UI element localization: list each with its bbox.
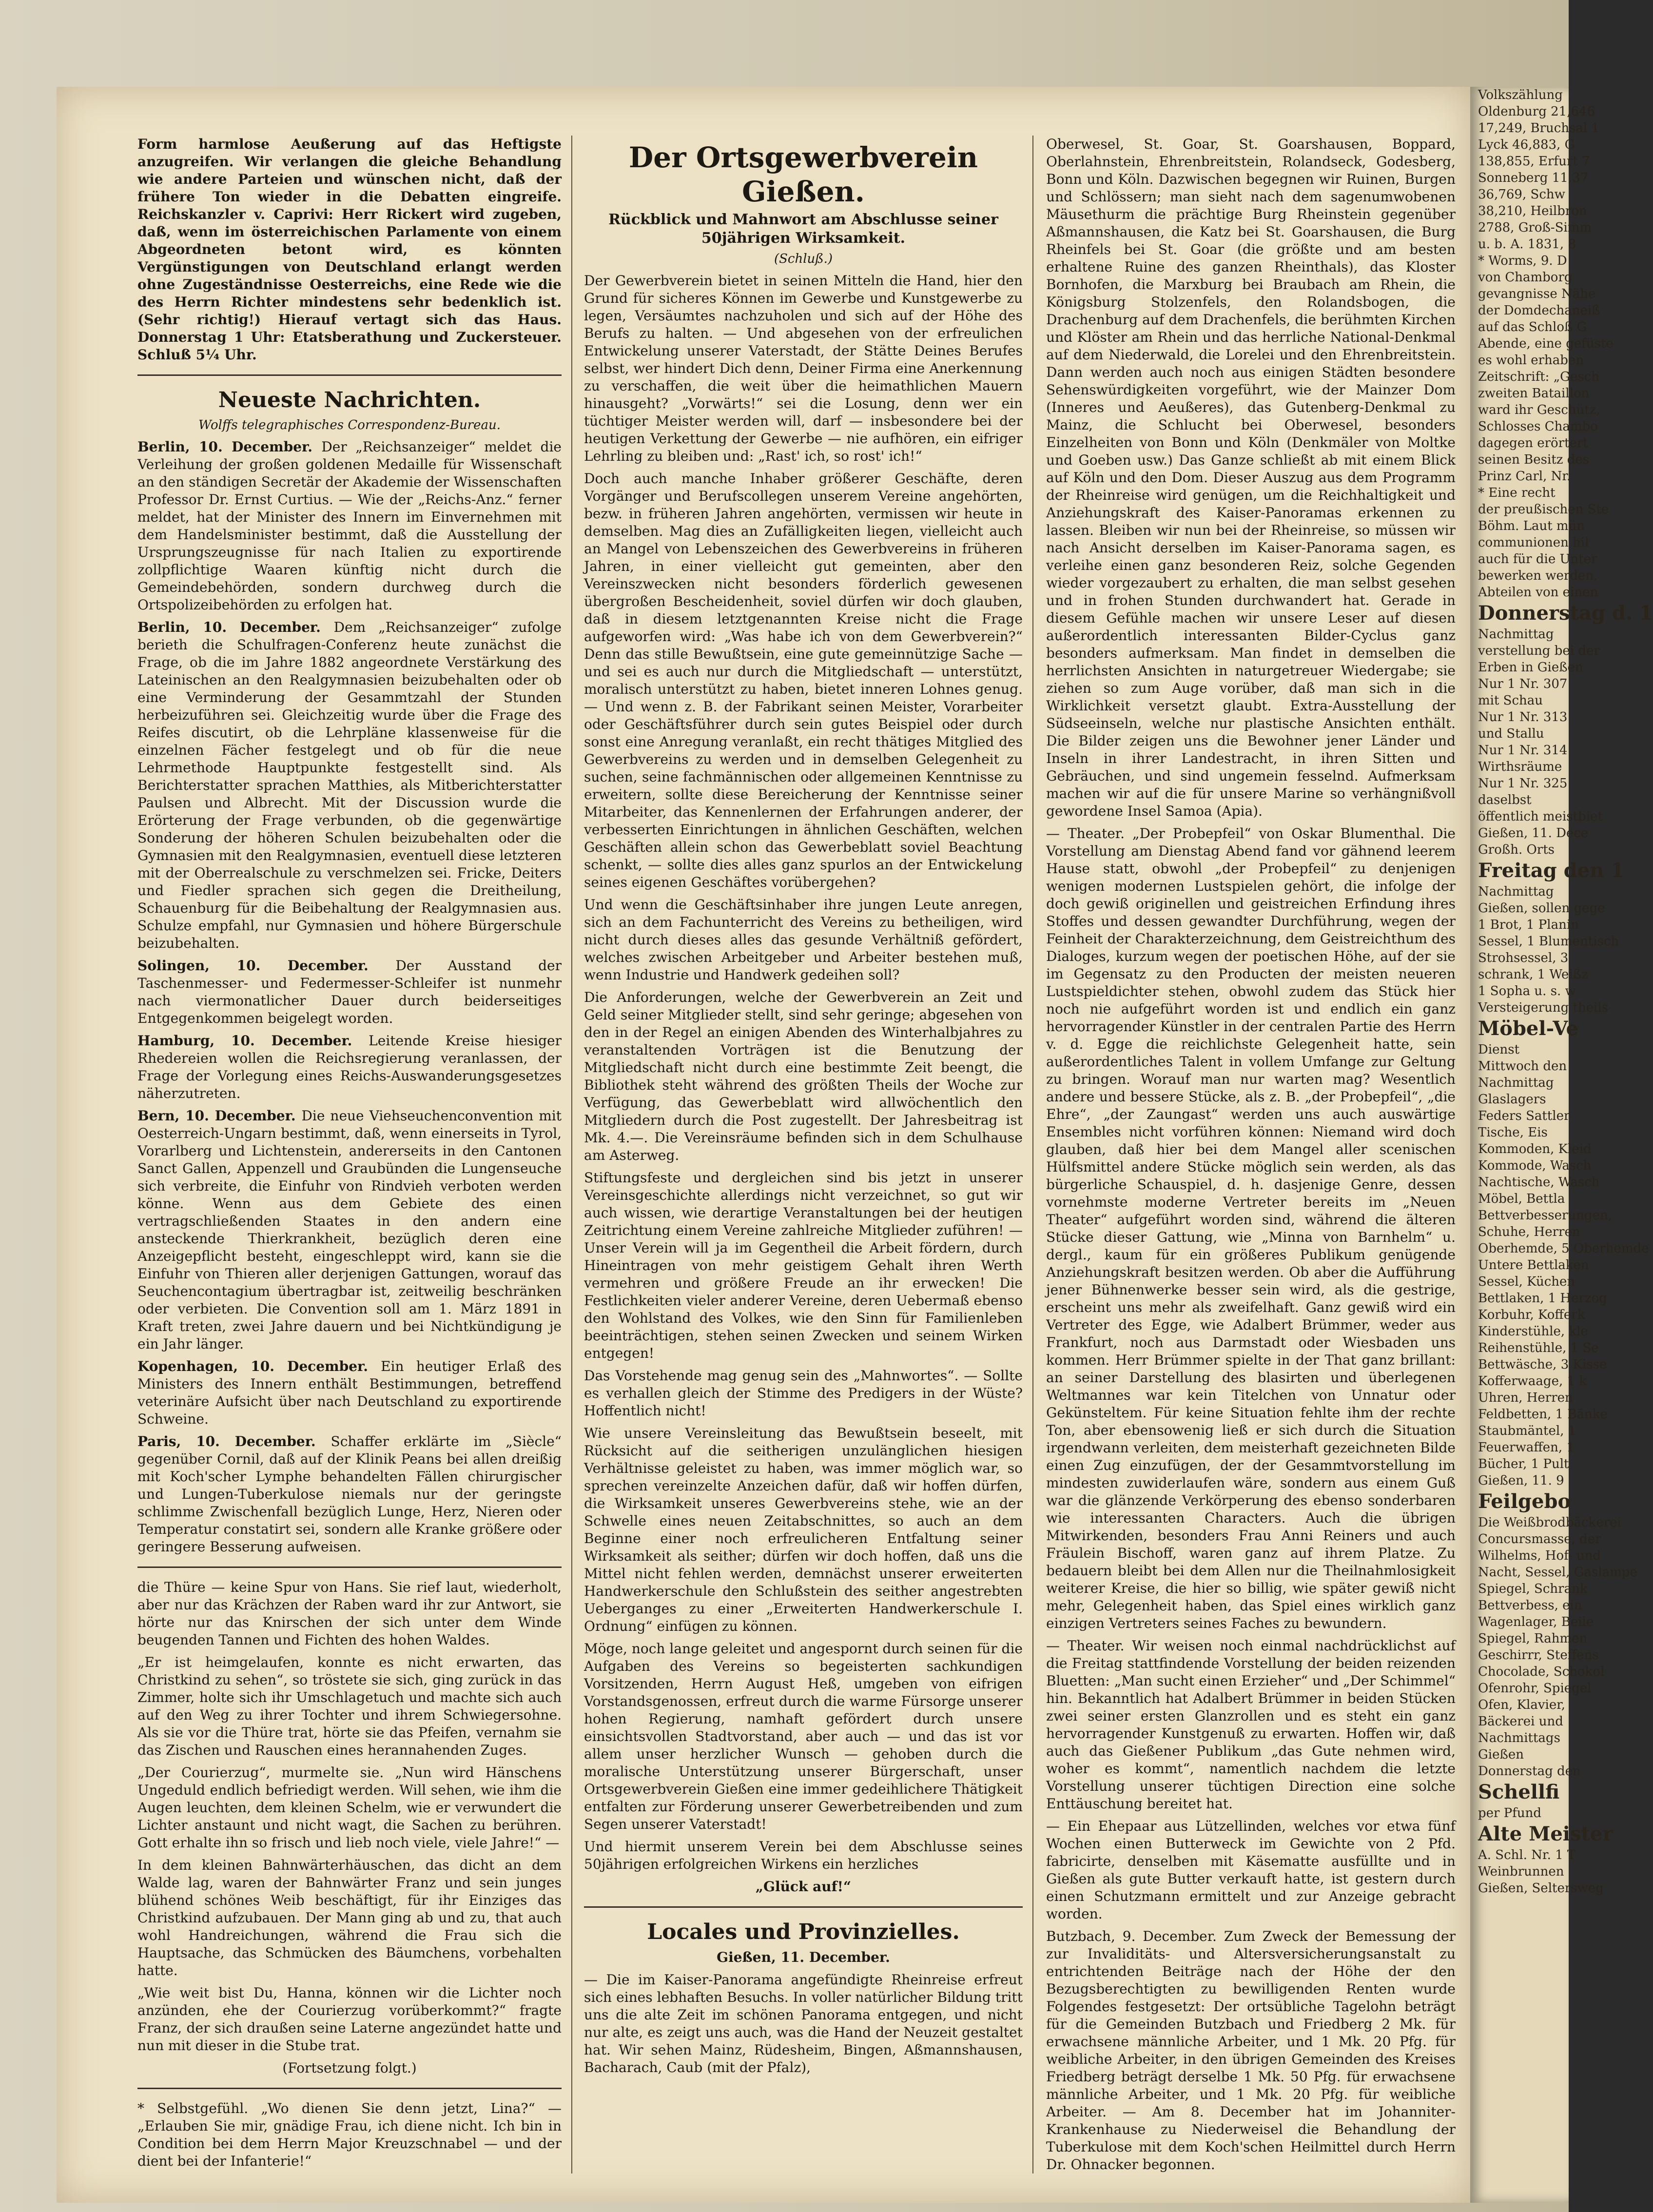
feuilleton-paragraph: die Thüre — keine Spur von Hans. Sie rief laut, wiederholt, aber nur das Krächzen der Raben ward ihr zur Antwort, sie hörte nur das Knirschen der sich unter dem Winde beugenden Tannen und Fichten des hohen Waldes. [137, 1579, 562, 1648]
local-news-item: Oberwesel, St. Goar, St. Goarshausen, Boppard, Oberlahnstein, Ehrenbreitstein, Rolandseck, Godesberg, Bonn und Köln. Dazwischen begegnen wir Ruinen, Burgen und Schlössern; man sieht nach dem sagenumwobenen Mäusethurm die prächtige Burg Rheinstein gegenüber Aßmannshausen, die Katz bei St. Goarshausen, die Burg Rheinfels bei St. Goar (die größte und am besten erhaltene Ruine des ganzen Rheinthals), das Kloster Bornhofen, die Marxburg bei Braubach am Rhein, die Königsburg Stolzenfels, den Rolandsbogen, die Drachenburg auf dem Drachenfels, die berühmten Kirchen und Klöster am Rhein und das herrliche National-Denkmal auf dem Niederwald, die Lorelei und den Ehrenbreitstein. Dann werden auch noch aus einigen Städten besondere Sehenswürdigkeiten vorgeführt, wie der Mainzer Dom (Inneres und Aeußeres), das Gutenberg-Denkmal zu Mainz, die Schlucht bei Oberwesel, besonders Einzelheiten von Bonn und Köln (Denkmäler von Moltke und Goeben usw.) Das Ganze schließt ab mit einem Blick auf Köln und den Dom. Dieser Auszug aus dem Programm der Rheinreise wird genügen, um die Reichhaltigkeit und Anziehungskraft des Kaiser-Panoramas erkennen zu lassen. Bleiben wir nun bei der Rheinreise, so müssen wir nach Ansicht derselben im Kaiser-Panorama sagen, es verleihe einen ganz besonderen Reiz, solche Gegenden wieder vorgezaubert zu erhalten, die man selbst gesehen und in frohen Stunden durchwandert hat. Gerade in diesem Gefühle machen wir unsere Leser auf diesen außerordentlich interessanten Bilder-Cyclus ganz besonders aufmerksam. Man findet in demselben die herrlichsten Ansichten in naturgetreuer Wiedergabe; sie ziehen so zum Auge vorüber, daß man sich in die Wirklichkeit versetzt glaubt. Extra-Ausstellung der Südseeinseln, welche nur plastische Ansichten enthält. Die Bilder zeigen uns die Bewohner jener Länder und Inseln in ihrer Landestracht, in ihren Sitten und Gebräuchen, und sind ungemein fesselnd. Aufmerksam machen wir auf die für unsere Marine so verhängnißvoll gewordene Insel Samoa (Apia). [1046, 136, 1456, 819]
adjacent-page-edge [1470, 87, 1653, 2203]
article-paragraph: Der Gewerbverein bietet in seinen Mitteln die Hand, hier den Grund für sicheres Können im Gewerbe und Kunstgewerbe zu legen, Versäumtes nachzuholen und sich auf der Höhe des Berufs zu halten. — Und abgesehen von der erfreulichen Entwickelung unserer Vaterstadt, der Stätte Deines Berufes selbst, wer hindert Dich denn, Deiner Firma eine Anerkennung zu verschaffen, die weit über die heimathlichen Mauern hinausgeht? „Vorwärts!“ sei die Losung, denn wer ein tüchtiger Meister werden will, darf — insbesondere bei der heutigen Verkettung der Gewerbe — nie aufhören, ein eifriger Lehrling zu bleiben und: „Rast' ich, so rost' ich!“ [584, 273, 1023, 464]
adjacent-page-line: Nur 1 Nr. 314 [1478, 743, 1568, 758]
adjacent-page-line: Glaslagers [1478, 1092, 1546, 1107]
adjacent-page-line: Lyck 46,883, G [1478, 137, 1575, 152]
news-item [137, 1358, 562, 1428]
article-paragraph: Möge, noch lange geleitet und angespornt durch seinen für die Aufgaben des Vereins so begeisterten sachkundigen Vorsitzenden, Herrn August Heß, umgeben von eifrigen Vorstandsgenossen, erfreut durch die warme Fürsorge unserer hohen Regierung, namhaft gefördert durch unsere einsichtsvollen Stadtvorstand, aber auch — und das ist vor allem unser herzlicher Wunsch — gehoben durch die moralische Unterstützung unserer Bürgerschaft, unser Ortsgewerbverein Gießen eine immer gedeihlichere Thätigkeit entfalten zur Förderung unserer Gewerbetreibenden und zum Segen unserer Vaterstadt! [584, 1641, 1023, 1832]
column-left [137, 136, 562, 2175]
adjacent-page-line: Freitag den 1 [1478, 859, 1624, 882]
adjacent-page-line: Nachtische, Wasch [1478, 1175, 1600, 1190]
adjacent-page-line: Mittwoch den [1478, 1059, 1567, 1074]
article-paragraph: Wie unsere Vereinsleitung das Bewußtsein beseelt, mit Rücksicht auf die seitherigen unzulänglichen hiesigen Verhältnisse geleistet zu haben, was immer möglich war, so sprechen vereinzelte Anzeichen dafür, daß wir hoffen dürfen, die Wirksamkeit unseres Gewerbvereins stehe, wie an der Schwelle eines neuen Zeitabschnittes, so auch an dem Beginne einer noch erfreulicheren Entfaltung seiner Wirksamkeit als seither; dürfen wir doch hoffen, daß uns die Mittel nicht fehlen werden, demnächst unserer erweiterten Handwerkerschule den Schlußstein des seither angestrebten Ueberganges zu einer „Erweiterten Handwerkerschule I. Ordnung“ einfügen zu können. [584, 1425, 1023, 1634]
adjacent-page-line: bewerken werden, [1478, 568, 1598, 583]
adjacent-page-line: Tische, Eis [1478, 1125, 1548, 1140]
article-continuation: (Schluß.) [774, 252, 833, 266]
news-text: Der Ausstand der Taschenmesser- und Federmesser-Schleifer ist nunmehr nach viermonatlicher Dauer durch beiderseitiges Entgegenkommen beigelegt worden. [137, 958, 562, 1026]
adjacent-page-line: Schellfi [1478, 1781, 1560, 1803]
newspaper-page [57, 87, 1470, 2203]
adjacent-page-line: Bettverbess, ein [1478, 1598, 1582, 1613]
column-right [1046, 136, 1456, 2178]
article-paragraph: Die Anforderungen, welche der Gewerbverein an Zeit und Geld seiner Mitglieder stellt, sind sehr geringe; abgesehen von den in der Regel an einigen Abenden des Winterhalbjahres zu veranstaltenden Vorträgen ist die Benutzung der Mitgliedschaft nicht durch eine bestimmte Zeit beengt, die Bibliothek steht während des größten Theils der Woche zur Verfügung, das Gewerbeblatt wird allwöchentlich den Mitgliedern durch die Post zugestellt. Der Jahresbeitrag ist Mk. 4.—. Die Vereinsräume befinden sich in dem Schulhause am Asterweg. [584, 989, 1023, 1163]
adjacent-page-line: verstellung bei der [1478, 644, 1600, 658]
adjacent-page-line: von Chamborg [1478, 270, 1573, 285]
adjacent-page-line: 1 Brot, 1 Planin [1478, 918, 1579, 932]
news-heading: Neueste Nachrichten. [218, 388, 481, 412]
adjacent-page-line: Nacht, Sessel, Gaslampe [1478, 1565, 1637, 1580]
adjacent-page-line: * Worms, 9. D [1478, 254, 1567, 268]
adjacent-page-line: Abteilen von einen [1478, 585, 1598, 600]
adjacent-page-line: Bettverbesserungen, [1478, 1208, 1612, 1223]
news-text: Der „Reichsanzeiger“ meldet die Verleihung der großen goldenen Medaille für Wissenschaft an den ständigen Secretär der Akademie der Wissenschaften Professor Dr. Ernst Curtius. — Wie der „Reichs-Anz.“ ferner meldet, hat der Minister des Innern im Einvernehmen mit dem Handelsminister bestimmt, daß die Ausstellung der Ursprungszeugnisse für nach Italien zu exportirende zollpflichtige Waaren künftig nicht durch die Gemeindebehörden, sondern durchweg durch die Ortspolizeibehörden zu erfolgen hat. [137, 439, 562, 613]
adjacent-page-line: Alte Meister [1478, 1822, 1613, 1845]
adjacent-page-line: Schuhe, Herren [1478, 1225, 1580, 1239]
adjacent-page-line: Oldenburg 21,646 [1478, 104, 1595, 119]
feuilleton-story [137, 1579, 562, 2077]
adjacent-page-line: Erben in Gießen [1478, 660, 1583, 675]
adjacent-page-line: mit Schau [1478, 693, 1543, 708]
adjacent-page-line: Oberhemde, 5 Oberhemde [1478, 1241, 1649, 1256]
adjacent-page-line: 17,249, Bruchsal 1 [1478, 121, 1600, 136]
adjacent-page-line: Nachmittag [1478, 1076, 1554, 1090]
adjacent-page-line: Böhm. Laut mün [1478, 519, 1585, 533]
adjacent-page-line: auf das Schloß G [1478, 320, 1587, 334]
adjacent-page-line: ward ihr Geschütz, [1478, 403, 1600, 417]
adjacent-page-text [1470, 87, 1653, 1897]
adjacent-page-line: Großh. Orts [1478, 842, 1555, 857]
adjacent-page-line: Wagenlager, Beile [1478, 1615, 1594, 1629]
adjacent-page-line: Feders Sattler [1478, 1109, 1570, 1123]
news-item [137, 1032, 562, 1102]
local-news-item: Butzbach, 9. December. Zum Zweck der Bemessung der zur Invaliditäts- und Altersversicherungsanstalt zu entrichtenden Beiträge nach der Höhe der den Bezugsberechtigten zu bewilligenden Renten wurde Folgendes festgesetzt: Der ortsübliche Tagelohn beträgt für die Gemeinden Butzbach und Friedberg 2 Mk. für erwachsene männliche Arbeiter, und 1 Mk. 20 Pfg. für weibliche Arbeiter, in den übrigen Gemeinden des Kreises Friedberg beträgt derselbe 1 Mk. 50 Pfg. für erwachsene männliche Arbeiter, und 1 Mk. 20 Pfg. für weibliche Arbeiter. — Am 8. December hat im Johanniter-Krankenhause zu Niederweisel die Behandlung der Tuberkulose mit dem Koch'schen Heilmittel durch Herrn Dr. Ohnacker begonnen. [1046, 1928, 1456, 2173]
adjacent-page-line: seinen Besitz des [1478, 452, 1590, 467]
adjacent-page-line: Gießen, 11. Dece [1478, 826, 1589, 841]
adjacent-page-line: Feuerwaffen, 1 [1478, 1440, 1575, 1455]
adjacent-page-line: Reihenstühle, 1 Se [1478, 1341, 1599, 1355]
adjacent-page-line: Concursmasse, der [1478, 1532, 1601, 1546]
adjacent-page-line: Nur 1 Nr. 307 [1478, 677, 1568, 691]
article-title: Der Ortsgewerbverein Gießen. [628, 141, 978, 208]
local-news-continued [1046, 136, 1456, 2173]
adjacent-page-line: A. Schl. Nr. 1 T [1478, 1848, 1576, 1862]
adjacent-page-line: Strohsessel, 3 [1478, 951, 1569, 965]
adjacent-page-line: Donnerstag den [1478, 1764, 1581, 1779]
feuilleton-paragraph: „Der Courierzug“, murmelte sie. „Nun wird Hänschens Ungeduld endlich befriedigt werden. Will sehen, wie ihm die Augen leuchten, dem kleinen Schelm, wie er verwundert die Lichter anstaunt und nicht wagt, die Sachen zu berühren. Gott erhalte ihn so frisch und lieb noch viele, viele Jahre!“ — [137, 1764, 562, 1851]
adjacent-page-line: Gießen [1478, 1747, 1524, 1762]
feuilleton-paragraph: „Er ist heimgelaufen, konnte es nicht erwarten, das Christkind zu sehen“, so tröstete sie sich, ging zurück in das Zimmer, holte sich ihr Umschlagetuch und machte sich auch auf den Weg zu ihrer Tochter und ihrem Schwiegersohne. Als sie vor die Thüre trat, hörte sie das Pfeifen, vernahm sie das Zischen und Rauschen eines herannahenden Zuges. [137, 1654, 562, 1758]
news-dateline: Solingen, 10. December. [137, 958, 396, 974]
adjacent-page-line: Staubmäntel, 1 [1478, 1424, 1576, 1438]
adjacent-page-line: per Pfund [1478, 1806, 1541, 1820]
adjacent-page-line: daselbst [1478, 793, 1532, 807]
section-divider [137, 374, 562, 376]
adjacent-page-line: Geschirrr, Steffens [1478, 1648, 1599, 1663]
adjacent-page-line: * Eine recht [1478, 486, 1556, 500]
adjacent-page-line: Nachmittags [1478, 1731, 1560, 1745]
adjacent-page-line: Versteigerung theils [1478, 1000, 1609, 1015]
adjacent-page-line: Korbuhr, Kofferk [1478, 1308, 1585, 1322]
adjacent-page-line: Nachmittag [1478, 627, 1554, 642]
news-source: Wolffs telegraphisches Correspondenz-Bureau. [198, 418, 501, 432]
adjacent-page-line: Die Weißbrodbäckerei [1478, 1515, 1621, 1530]
adjacent-page-line: u. b. A. 1831, 8 [1478, 237, 1576, 252]
adjacent-page-line: Möbel, Bettla [1478, 1192, 1565, 1206]
adjacent-page-line: Nachmittag [1478, 884, 1554, 899]
feuilleton-divider [137, 1566, 562, 1568]
adjacent-page-line: Bettlaken, 1 Herzog [1478, 1291, 1607, 1306]
adjacent-page-line: Sonneberg 11,37 [1478, 171, 1589, 185]
adjacent-page-line: Dienst [1478, 1042, 1520, 1057]
news-item [137, 1107, 562, 1353]
news-text: Ein heutiger Erlaß des Ministers des Innern enthält Bestimmungen, betreffend veterinäre Aufsicht über nach Deutschland zu exportirende Schweine. [137, 1358, 562, 1427]
adjacent-page-line: Bettwäsche, 3 Kisse [1478, 1357, 1607, 1372]
adjacent-page-line: Kofferwaage, 1 k [1478, 1374, 1587, 1389]
column-rule-left [571, 136, 572, 2173]
column-rule-right [1032, 136, 1033, 2173]
adjacent-page-line: Feilgebo [1478, 1490, 1571, 1513]
adjacent-page-line: Spiegel, Rahmen [1478, 1631, 1588, 1646]
article-closing: „Glück auf!“ [755, 1879, 852, 1895]
adjacent-page-line: Nur 1 Nr. 313 [1478, 710, 1568, 724]
local-text: — Die im Kaiser-Panorama angefündigte Rheinreise erfreut sich eines lebhaften Besuchs. In voller natürlicher Bildung tritt uns die alte Zeit im schönen Panorama entgegen, und nicht nur alte, es zeigt uns auch, was die Hand der Neuzeit gestaltet hat. Wir sehen Mainz, Rüdesheim, Bingen, Aßmannshausen, Bacharach, Caub (mit der Pfalz), [584, 1972, 1023, 2075]
adjacent-page-line: Ofenrohr, Spiegel [1478, 1681, 1592, 1696]
adjacent-page-line: der Domdechaneiß [1478, 303, 1600, 318]
article-body [584, 272, 1023, 1896]
adjacent-page-line: Möbel-Ve [1478, 1017, 1579, 1040]
adjacent-page-line: Gießen, sollen gege [1478, 901, 1605, 916]
adjacent-page-line: Feldbetten, 1 Bänke [1478, 1407, 1608, 1422]
adjacent-page-line: Wirthsräume [1478, 760, 1562, 774]
news-dateline: Bern, 10. December. [137, 1108, 302, 1124]
local-news-item: — Theater. Wir weisen noch einmal nachdrücklichst auf die Freitag stattfindende Vorstellung der beiden reizenden Bluetten: „Man sucht einen Erzieher“ und „Der Schimmel“ hin. Bekanntlich hat Adalbert Brümmer in beiden Stücken zwei seiner ersten Glanzrollen und es steht ein ganz hervorragender Kunstgenuß zu erwarten. Hoffen wir, daß auch das Gießener Publikum „das Gute nehmen wird, woher es kommt“, namentlich nachdem die letzte Vorstellung unserer tüchtigen Direction eine solche Enttäuschung bereitet hat. [1046, 1638, 1456, 1812]
adjacent-page-line: 138,855, Erfurt 7 [1478, 154, 1590, 169]
adjacent-page-line: Spiegel, Schrank [1478, 1582, 1588, 1596]
article-deck: Rückblick und Mahnwort am Abschlusse seiner 50jährigen Wirksamkeit. [608, 211, 998, 247]
adjacent-page-line: gevangnisse Nähe [1478, 287, 1596, 301]
local-dateline: Gießen, 11. December. [717, 1949, 890, 1965]
joke-divider [137, 2088, 562, 2089]
adjacent-page-line: Wilhelms, Hof- und [1478, 1548, 1601, 1563]
adjacent-page-line: schrank, 1 Weißz [1478, 967, 1588, 982]
article-paragraph: Stiftungsfeste und dergleichen sind bis jetzt in unserer Vereinsgeschichte allerdings nicht verzeichnet, so gut wir auch wissen, wie derartige Veranstaltungen bei der heutigen Zeitrichtung einem Vereine zahlreiche Mitglieder zuführen! — Unser Verein will ja im Gegentheil die Arbeit fördern, durch Hineintragen von mehr geistigem Gehalt ihren Werth vermehren und größere Freude an ihr erwecken! Die Festlichkeiten vieler anderer Vereine, deren Uebermaß ebenso den Wohlstand des Volkes, wie den Sinn für Familienleben beeinträchtigen, stehen seinen Zwecken und seinem Wirken entgegen! [584, 1170, 1023, 1361]
column-middle [584, 136, 1023, 2081]
adjacent-page-line: 1 Sopha u. s. w [1478, 984, 1576, 998]
article-paragraph: Und wenn die Geschäftsinhaber ihre jungen Leute anregen, sich an dem Fachunterricht des Vereins zu betheiligen, wird nicht durch dieses alles das gesunde Verhältniß gefördert, welches zwischen Arbeitgeber und Arbeiter bestehen muß, wenn Industrie und Handwerk gedeihen soll? [584, 897, 1023, 983]
adjacent-page-line: Sessel, Küchen [1478, 1274, 1575, 1289]
news-text: Schaffer erklärte im „Siècle“ gegenüber Cornil, daß auf der Klinik Peans bei allen dreißig mit Koch'scher Lymphe behandelten Fällen chirurgischer und Lungen-Tuberkulose niemals nur der geringste schlimme Zwischenfall bezüglich Lunge, Herz, Nieren oder Temperatur constatirt sei, sondern alle Kranke größere oder geringere Besserung aufweisen. [137, 1433, 562, 1555]
article-paragraph: Und hiermit unserem Verein bei dem Abschlusse seines 50jährigen erfolgreichen Wirkens ein herzliches [584, 1839, 1023, 1872]
adjacent-page-line: der preußischen Ste [1478, 502, 1609, 517]
adjacent-page-line: Kinderstühle, kle [1478, 1324, 1588, 1339]
adjacent-page-line: Kommode, Wasch [1478, 1158, 1592, 1173]
feuilleton-paragraph: „Wie weit bist Du, Hanna, können wir die Lichter noch anzünden, ehe der Courierzug vorüberkommt?“ fragte Franz, der sich draußen seine Laterne angezündet hatte und nun mit dieser in die Stube trat. [137, 1985, 562, 2054]
local-news-item: — Theater. „Der Probepfeil“ von Oskar Blumenthal. Die Vorstellung am Dienstag Abend fand vor gähnend leerem Hause statt, obwohl „der Probepfeil“ zu denjenigen wenigen modernen Lustspielen gehört, die infolge der doch gewiß originellen und geistreichen Erfindung ihres Stoffes und dessen gewandter Durchführung, wegen der Feinheit der Charakterzeichnung, dem Geistreichthum des Dialoges, kurzum wegen der poetischen Höhe, auf der sie im Gegensatz zu den Producten der meisten neueren Lustspieldichter stehen, obwohl zudem das Stück hier noch nie aufgeführt worden ist und endlich ein ganz hervorragender Künstler in der centralen Partie des Herrn v. d. Egge die reichlichste Gelegenheit hatte, sein außerordentliches Talent in vollem Umfange zur Geltung zu bringen. Worauf man nur warten mag? Wesentlich andere und bessere Stücke, als z. B. „der Probepfeil“, „die Ehre“, „der Zaungast“ werden uns auch auswärtige Ensembles nicht vorführen können: Niemand wird doch glauben, daß hier bei dem Mangel aller scenischen Hülfsmittel andere Stücke möglich sein werden, als das bürgerliche Schauspiel, d. h. dasjenige Genre, dessen vornehmste moderne Vertreter bereits im „Neuen Theater“ aufgeführt worden sind, während die älteren Stücke dieser Gattung, wie „Minna von Barnhelm“ u. dergl., kaum für ein größeres Publikum genügende Anziehungskraft besitzen werden. Ob aber die Aufführung jener Bühnenwerke besser sein wird, als die gestrige, erscheint uns mehr als zweifelhaft. Ganz gewiß wird ein Vertreter des Egge, wie Adalbert Brümmer, weder aus Frankfurt, noch aus Darmstadt oder Wiesbaden uns kommen. Herr Brümmer spielte in der That ganz brillant: an seiner Darstellung des blasirten und überlegenen Weltmannes war kein Titelchen von Unnatur oder Gekünsteltem. Für keine Situation fehlte ihm der rechte Ton, aber ebensowenig ließ er sich durch die Situation irgendwann verleiten, dem meisterhaft gezeichneten Bilde einen Zug einzufügen, der der Gesammtvorstellung im mindesten zuwiderlaufen wäre, sondern aus einem Guß war die glänzende Verkörperung des ebenso sonderbaren wie interessanten Characters. Auch die übrigen Mitwirkenden, besonders Frau Anni Reiners und auch Fräulein Bischoff, waren ganz auf ihrem Platze. Zu bedauern bleibt bei dem Allen nur die Theilnahmlosigkeit weiterer Kreise, die hier so billig, wie später gewiß nicht mehr, Gelegenheit haben, das Spiel eines wirklich ganz einzigen Vertreters seines Faches zu bewundern. [1046, 825, 1456, 1631]
adjacent-page-line: Schlosses Chambo [1478, 419, 1598, 434]
news-item [137, 438, 562, 614]
adjacent-page-line: 36,769, Schw [1478, 187, 1565, 202]
adjacent-page-line: 38,210, Heilbron [1478, 204, 1587, 218]
news-text: Leitende Kreise hiesiger Rhedereien wollen die Reichsregierung veranlassen, der Frage der Vorlegung eines Reichs-Auswanderungsgesetzes näherzutreten. [137, 1033, 562, 1101]
adjacent-page-line: zweiten Bataillon [1478, 386, 1590, 401]
adjacent-page-line: Prinz Carl, Nr. [1478, 469, 1571, 484]
news-item [137, 619, 562, 952]
adjacent-page-line: Chocolade, Schokol [1478, 1664, 1605, 1679]
news-item [137, 1433, 562, 1556]
adjacent-page-line: Untere Bettlaken [1478, 1258, 1589, 1272]
news-dateline: Berlin, 10. December. [137, 439, 322, 455]
adjacent-page-line: Abende, eine gefüste [1478, 336, 1614, 351]
local-divider [584, 1906, 1023, 1908]
adjacent-page-line: 2788, Groß-Simm [1478, 220, 1592, 235]
adjacent-page-line: Zeitschrift: „Gesch [1478, 370, 1599, 384]
article-paragraph: Doch auch manche Inhaber größerer Geschäfte, deren Vorgänger und Berufscollegen unserem Vereine angehörten, bezw. in früheren Jahren angehörten, vermissen wir heute in demselben. Mag dies an Zufälligkeiten liegen, vielleicht auch an Mangel von Lebenszeichen des Gewerbvereins in früheren Jahren, in einer vielleicht gut gemeinten, aber den Vereinszwecken nicht besonders förderlich gewesenen übergroßen Bescheidenheit, soviel dürfen wir doch glauben, daß in diesem letztgenannten Kreise nicht die Frage aufgeworfen wird: „Was habe ich von dem Gewerbverein?“ Denn das stille Bewußtsein, eine gute gemeinnützige Sache — und sei es auch nur durch die Mitgliedschaft — unterstützt, moralisch unterstützt zu haben, bietet inneren Lohnes genug. — Und wenn z. B. der Fabrikant seinen Meister, Vorarbeiter oder Geschäftsführer durch sein gutes Beispiel oder durch sonst eine Anregung veranlaßt, ein recht thätiges Mitglied des Gewerbvereins zu werden und in demselben Gelegenheit zu suchen, seine fachmännischen oder allgemeinen Kenntnisse zu erweitern, sollte diese Bereicherung der Kenntnisse seiner Mitarbeiter, das Kennenlernen der Erfahrungen anderer, der verbesserten Einrichtungen in ähnlichen Geschäften, welchen Geschäften allein schon das Gewerbeblatt soviel Beachtung schenkt, — sollte dies alles ganz spurlos an der Entwickelung seines eigenen Geschäftes vorübergehen? [584, 470, 1023, 890]
article-paragraph: Das Vorstehende mag genug sein des „Mahnwortes“. — Sollte es verhallen gleich der Stimme des Predigers in der Wüste? Hoffentlich nicht! [584, 1368, 1023, 1419]
adjacent-page-line: Donnerstag d. 1 [1478, 602, 1653, 625]
news-text: Die neue Viehseuchenconvention mit Oesterreich-Ungarn bestimmt, daß, wenn einerseits in Tyrol, Vorarlberg und Lichtenstein, andererseits in den Cantonen Sanct Gallen, Appenzell und Graubünden die Lungenseuche sich verbreite, die Einfuhr von Rindvieh verboten werden könne. Wenn aus dem Gebiete des einen vertragschließenden Staates in den andern eine ansteckende Thierkrankheit, bezüglich deren eine Anzeigepflicht besteht, eingeschleppt wird, kann sie die Einfuhr von Thieren aller derjenigen Gattungen, worauf das Seuchencontagium übertragbar ist, zeitweilig beschränken oder verbieten. Die Convention soll am 1. März 1891 in Kraft treten, zwei Jahre dauern und bei Nichtkündigung je ein Jahr länger. [137, 1108, 562, 1352]
adjacent-page-line: Uhren, Herren [1478, 1390, 1573, 1405]
adjacent-page-line: öffentlich meistbiet [1478, 809, 1603, 824]
adjacent-page-line: Volkszählung [1478, 88, 1563, 102]
news-dateline: Kopenhagen, 10. December. [137, 1358, 381, 1374]
adjacent-page-line: communionen hil [1478, 535, 1589, 550]
news-dateline: Hamburg, 10. December. [137, 1033, 369, 1049]
adjacent-page-line: Kommoden, Kleid [1478, 1142, 1592, 1156]
adjacent-page-line: Sessel, 1 Blumentisch [1478, 934, 1619, 949]
adjacent-page-line: dagegen erörtert [1478, 436, 1588, 450]
adjacent-page-line: Gießen, 11. 9 [1478, 1473, 1564, 1488]
news-item [137, 957, 562, 1027]
local-news-item: — Ein Ehepaar aus Lützellinden, welches vor etwa fünf Wochen einen Butterweck im Gewichte von 2 Pfd. fabricirte, denselben mit Käsematte ausfüllte und in Gießen als gute Butter verkauft hatte, ist gestern durch einen Schutzmann ermittelt und zur Anzeige gebracht worden. [1046, 1818, 1456, 1922]
adjacent-page-line: auch für die Unter [1478, 552, 1597, 567]
feuilleton-paragraph: (Fortsetzung folgt.) [282, 2060, 417, 2076]
news-dateline: Paris, 10. December. [137, 1433, 331, 1449]
adjacent-page-line: Ofen, Klavier, [1478, 1698, 1566, 1712]
adjacent-page-line: es wohl erhaben [1478, 353, 1584, 368]
feuilleton-paragraph: In dem kleinen Bahnwärterhäuschen, das dicht an dem Walde lag, waren der Bahnwärter Franz und sein junges blühend schönes Weib beschäftigt, für ihr Einziges das Christkind aufzubauen. Der Mann ging ab und zu, that auch wohl Handreichungen, während die Frau sich die Hauptsache, das Schmücken des Bäumchens, vorbehalten hatte. [137, 1857, 562, 1978]
adjacent-page-line: Weinbrunnen [1478, 1864, 1564, 1879]
adjacent-page-line: Bäckerei und [1478, 1714, 1563, 1729]
adjacent-page-line: Bücher, 1 Pult [1478, 1457, 1569, 1471]
news-dateline: Berlin, 10. December. [137, 619, 334, 635]
local-heading: Locales und Provinzielles. [647, 1919, 960, 1944]
parliament-report: Form harmlose Aeußerung auf das Heftigste anzugreifen. Wir verlangen die gleiche Behandlung wie andere Parteien und wünschen nicht, daß der frühere Ton wieder in die Debatten eingreife. Reichskanzler v. Caprivi: Herr Rickert wird zugeben, daß, wenn im österreichischen Parlamente von einem Abgeordneten betont wird, es könnten Vergünstigungen von Deutschland erlangt werden ohne Zugeständnisse Oesterreichs, eine Rede wie die des Herrn Richter mindestens sehr bedenklich ist. (Sehr richtig!) Hierauf vertagt sich das Haus. Donnerstag 1 Uhr: Etatsberathung und Zuckersteuer. Schluß 5¼ Uhr. [137, 136, 562, 363]
news-list [137, 438, 562, 1556]
news-text: Dem „Reichsanzeiger“ zufolge berieth die Schulfragen-Conferenz heute zunächst die Frage, ob die im Jahre 1882 angeordnete Verstärkung des Lateinischen an den Realgymnasien beizubehalten oder ob eine Verminderung der Gesammtzahl der Stunden herbeizuführen sei. Gleichzeitig wurde über die Frage des Reifes discutirt, ob die Lehrpläne klassenweise für die einzelnen Fächer festgelegt und ob für die neue Lehrmethode Hauptpunkte festgestellt sind. Als Berichterstatter sprachen Matthies, als Mitberichterstatter Paulsen und Albrecht. Mit der Discussion wurde die Erörterung der Frage verbunden, ob die gegenwärtige Sonderung der höheren Schulen beizubehalten oder die Gymnasien mit den Realgymnasien, eventuell diese letzteren mit der Oberrealschule zu verschmelzen sei. Fricke, Deiters und Fiedler sprachen sich gegen die Dreitheilung, Schauenburg für die Beibehaltung der Realgymnasien aus. Schulze empfahl, nur Gymnasien und höhere Bürgerschule beizubehalten. [137, 619, 562, 951]
adjacent-page-line: Nur 1 Nr. 325 [1478, 776, 1568, 791]
joke-item: * Selbstgefühl. „Wo dienen Sie denn jetzt, Lina?“ — „Erlauben Sie mir, gnädige Frau, ich diene nicht. Ich bin in Condition bei dem Herrn Major Kreuzschnabel — und der dient bei der Infanterie!“ [137, 2100, 562, 2169]
adjacent-page-line: Gießen, Seltersweg [1478, 1881, 1604, 1896]
adjacent-page-line: und Stallu [1478, 726, 1544, 741]
